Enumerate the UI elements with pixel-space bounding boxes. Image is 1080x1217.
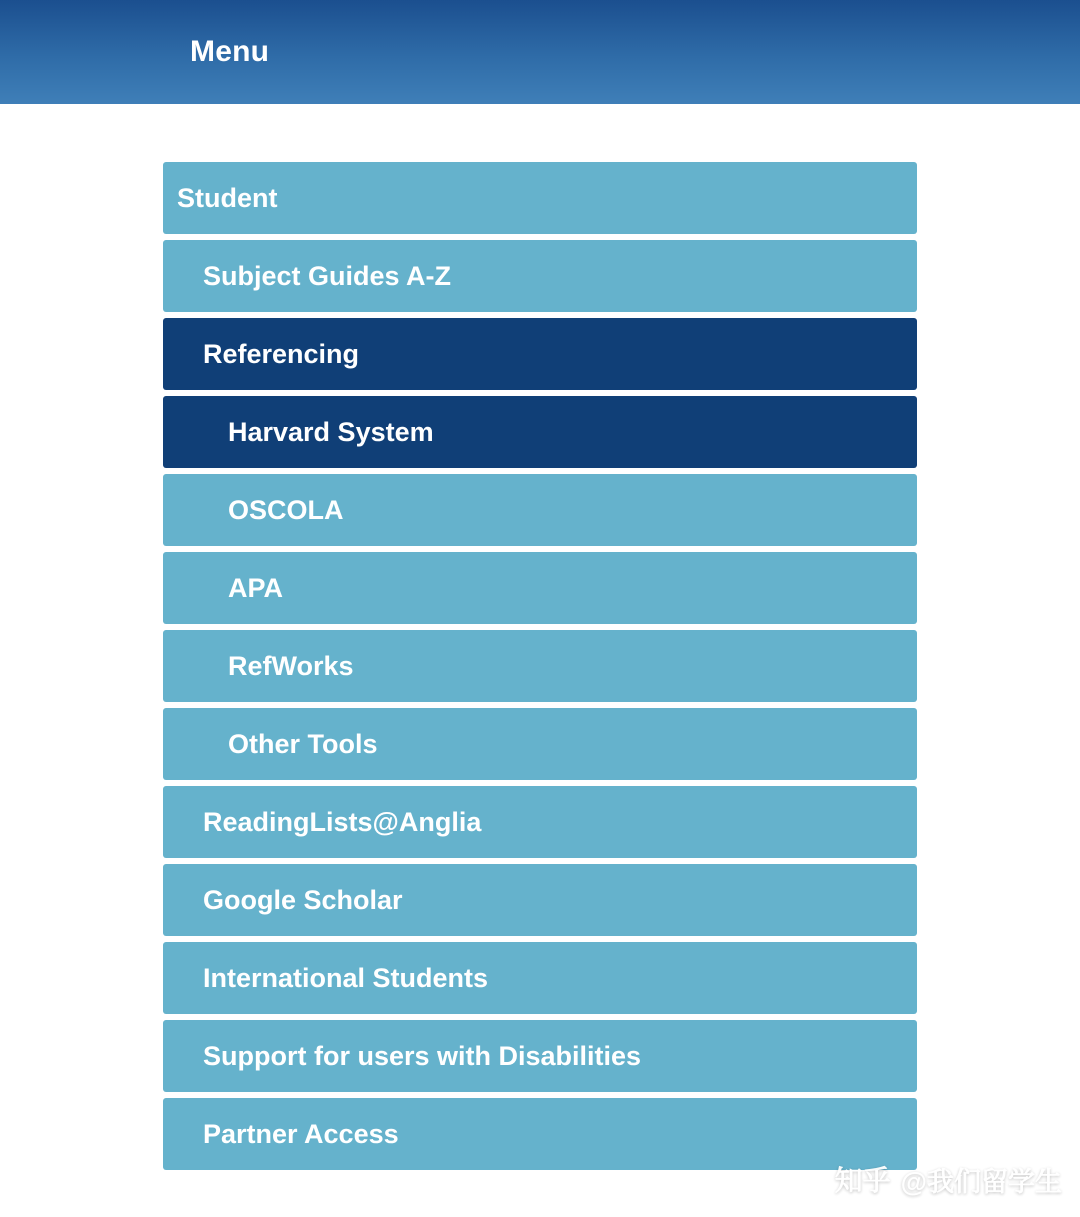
- menu-item-label: Harvard System: [228, 416, 434, 447]
- menu-item[interactable]: [163, 786, 917, 858]
- menu-item[interactable]: [163, 1020, 917, 1092]
- navigation-menu: [0, 104, 1080, 1170]
- menu-item-label: OSCOLA: [228, 494, 344, 525]
- menu-item[interactable]: [163, 474, 917, 546]
- menu-item[interactable]: [163, 396, 917, 468]
- page-header: [0, 0, 1080, 104]
- menu-item[interactable]: [163, 552, 917, 624]
- zhihu-username: @我们留学生: [900, 1166, 1062, 1197]
- menu-item-label: International Students: [203, 962, 489, 993]
- menu-item[interactable]: [163, 1098, 917, 1170]
- menu-item[interactable]: [163, 630, 917, 702]
- menu-item-label: Subject Guides A-Z: [203, 260, 452, 291]
- watermark: [835, 1159, 1062, 1199]
- menu-item-label: Referencing: [203, 338, 360, 369]
- menu-item[interactable]: [163, 318, 917, 390]
- menu-item-label: APA: [228, 572, 284, 603]
- menu-item[interactable]: [163, 864, 917, 936]
- menu-item-label: ReadingLists@Anglia: [203, 806, 482, 837]
- menu-item-label: RefWorks: [228, 650, 354, 681]
- menu-item[interactable]: [163, 708, 917, 780]
- menu-item-label: Student: [177, 182, 278, 213]
- menu-item-label: Google Scholar: [203, 884, 403, 915]
- page-title: Menu: [190, 35, 270, 68]
- menu-item-label: Support for users with Disabilities: [203, 1040, 642, 1071]
- zhihu-logo: 知乎: [834, 1165, 891, 1196]
- menu-item-label: Partner Access: [203, 1118, 399, 1149]
- menu-item[interactable]: [163, 240, 917, 312]
- menu-item[interactable]: [163, 942, 917, 1014]
- menu-item-label: Other Tools: [228, 728, 378, 759]
- menu-item[interactable]: [163, 162, 917, 234]
